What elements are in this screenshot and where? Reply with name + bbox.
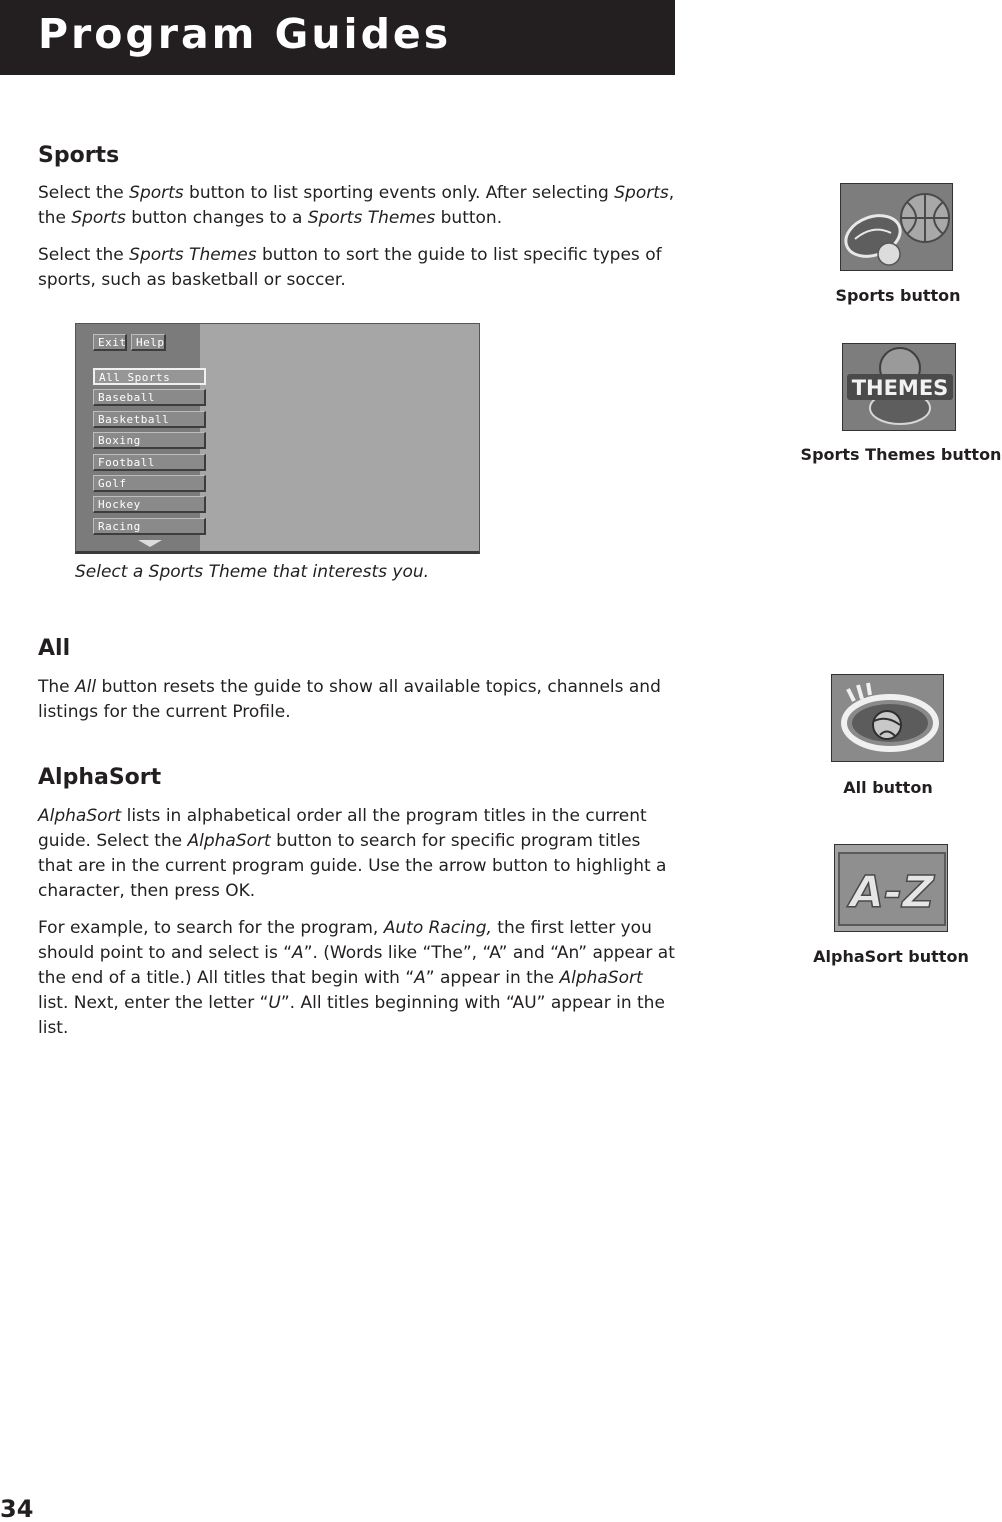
italic-term: AlphaSort <box>187 831 271 851</box>
sports-themes-button-label: Sports Themes button <box>800 445 1002 464</box>
sports-theme-item[interactable]: Basketball <box>93 411 206 428</box>
alphasort-button-label: AlphaSort button <box>813 947 969 966</box>
all-button-label: All button <box>843 778 933 797</box>
text-run: ”. (Words like “The”, “A” and “An” appear at the end of a title.) All titles that begin with “ <box>38 943 675 988</box>
sports-paragraph-1 <box>38 181 678 231</box>
exit-button[interactable]: Exit <box>93 334 127 351</box>
text-run: button resets the guide to show all available topics, channels and listings for the current Profile. <box>38 677 661 722</box>
italic-term: Auto Racing, <box>383 918 492 938</box>
alphasort-paragraph-1 <box>38 804 678 904</box>
page-title: Program Guides <box>38 10 452 58</box>
italic-term: Sports Themes <box>307 208 436 228</box>
text-run: Select the <box>38 245 130 265</box>
sports-theme-item[interactable]: Football <box>93 454 206 471</box>
help-button[interactable]: Help <box>131 334 166 351</box>
italic-term: AlphaSort <box>38 806 122 826</box>
sports-paragraph-2 <box>38 243 678 293</box>
text-run: button to list sporting events only. After selecting <box>183 183 615 203</box>
text-run: ”. All titles beginning with “AU” appear in the list. <box>38 993 665 1038</box>
sports-theme-item[interactable]: Golf <box>93 475 206 492</box>
alphasort-icon <box>834 844 948 932</box>
sports-theme-item[interactable]: Hockey <box>93 496 206 513</box>
italic-term: U <box>268 993 281 1013</box>
all-paragraph-1 <box>38 675 678 725</box>
text-run: The <box>38 677 76 697</box>
sports-theme-item[interactable]: Boxing <box>93 432 206 449</box>
italic-term: Sports <box>71 208 126 228</box>
sports-section <box>38 143 678 293</box>
themes-icon-text: THEMES <box>851 376 949 400</box>
sports-theme-item[interactable]: All Sports <box>93 368 206 385</box>
all-section <box>38 636 678 725</box>
all-heading: All <box>38 636 71 661</box>
text-run: button to sort the guide to list specific types of sports, such as basketball or soccer. <box>38 245 662 290</box>
sports-icon <box>840 183 953 271</box>
italic-term: AlphaSort <box>559 968 643 988</box>
sports-heading: Sports <box>38 143 120 168</box>
sports-theme-item[interactable]: Racing <box>93 518 206 535</box>
alphasort-section <box>38 765 678 1041</box>
text-run: , the <box>38 183 675 228</box>
italic-term: A <box>414 968 426 988</box>
sports-themes-screenshot <box>75 323 480 554</box>
italic-term: Sports <box>614 183 669 203</box>
page-number: 34 <box>0 1495 34 1522</box>
italic-term: Sports <box>129 183 184 203</box>
italic-term: All <box>75 677 97 697</box>
text-run: lists in alphabetical order all the program titles in the current guide. Select the <box>38 806 647 851</box>
text-run: button changes to a <box>125 208 308 228</box>
sports-themes-icon <box>842 343 956 431</box>
sports-button-label: Sports button <box>835 286 961 305</box>
text-run: Select the <box>38 183 130 203</box>
italic-term: A <box>292 943 304 963</box>
sports-theme-item[interactable]: Baseball <box>93 389 206 406</box>
text-run: For example, to search for the program, <box>38 918 384 938</box>
alphasort-icon-text: A-Z <box>849 867 935 918</box>
text-run: button. <box>435 208 503 228</box>
all-icon <box>831 674 944 762</box>
header-bar <box>0 0 675 75</box>
text-run: button to search for specific program titles that are in the current program guide. Use the arrow button to highlight a character, then press OK. <box>38 831 667 901</box>
text-run: list. Next, enter the letter “ <box>38 993 269 1013</box>
alphasort-paragraph-2 <box>38 916 678 1041</box>
text-run: the first letter you should point to and select is “ <box>38 918 652 963</box>
screenshot-caption: Select a Sports Theme that interests you. <box>75 562 430 582</box>
text-run: ” appear in the <box>425 968 560 988</box>
italic-term: Sports Themes <box>129 245 257 265</box>
scroll-down-icon[interactable] <box>138 540 162 547</box>
alphasort-heading: AlphaSort <box>38 765 162 790</box>
